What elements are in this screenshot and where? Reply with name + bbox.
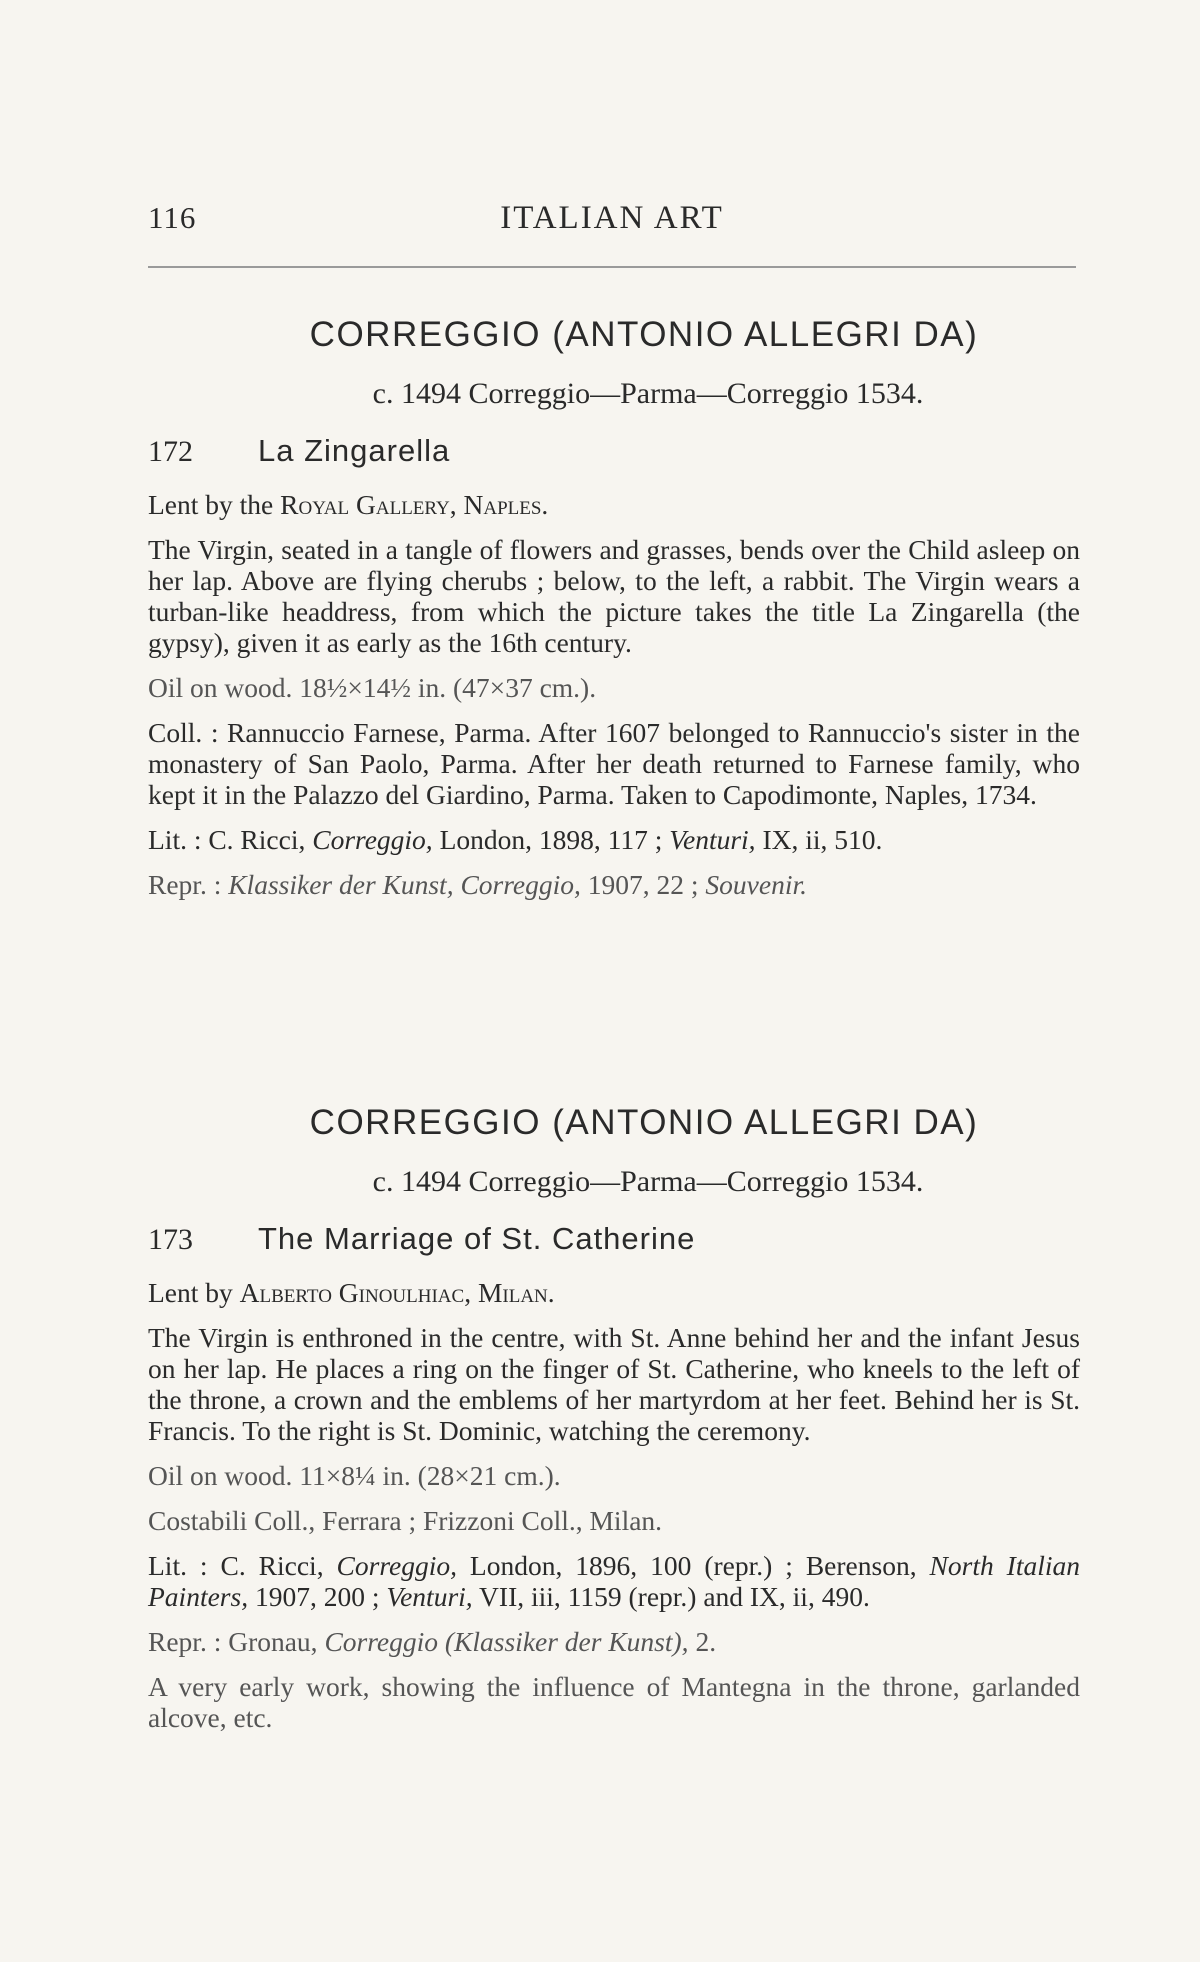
description: The Virgin, seated in a tangle of flowers and grasses, bends over the Child asleep on her lap. Above are flying cherubs ; below, to the left, a rabbit. The Virgin wears a turban-like headdress, from which the picture takes the title La Zingarella (the gypsy), given it as early as the 16th century. bbox=[148, 534, 1080, 658]
collection-history: Costabili Coll., Ferrara ; Frizzoni Coll., Milan. bbox=[148, 1505, 663, 1536]
lender-line: Lent by the Royal Gallery, Naples. bbox=[148, 489, 549, 520]
catalogue-entry-172 bbox=[148, 315, 1080, 914]
reproductions: Repr. : Gronau, Correggio (Klassiker der Kunst), 2. bbox=[148, 1626, 717, 1657]
catalogue-number: 172 bbox=[148, 435, 193, 468]
catalogue-number: 173 bbox=[148, 1223, 193, 1256]
medium-dimensions: Oil on wood. 18½×14½ in. (47×37 cm.). bbox=[148, 672, 597, 703]
work-title: The Marriage of St. Catherine bbox=[258, 1221, 696, 1256]
artist-dates: c. 1494 Correggio—Parma—Correggio 1534. bbox=[372, 1165, 924, 1198]
lender-name: Royal Gallery, Naples. bbox=[280, 489, 549, 520]
lender-line: Lent by Alberto Ginoulhiac, Milan. bbox=[148, 1277, 555, 1308]
medium-dimensions: Oil on wood. 11×8¼ in. (28×21 cm.). bbox=[148, 1460, 561, 1491]
literature: Lit. : C. Ricci, Correggio, London, 1896, 100 (repr.) ; Berenson, North Italian Painters, 1907, 200 ; Venturi, VII, iii, 1159 (repr.) and IX, ii, 490. bbox=[148, 1550, 1080, 1612]
collection-history: Coll. : Rannuccio Farnese, Parma. After 1607 belonged to Rannuccio's sister in the monastery of San Paolo, Parma. After her death returned to Farnese family, who kept it in the Palazzo del Giardino, Parma. Taken to Capodimonte, Naples, 1734. bbox=[148, 717, 1080, 810]
artist-heading: CORREGGIO (ANTONIO ALLEGRI DA) bbox=[309, 1103, 979, 1142]
work-title-line bbox=[148, 1221, 1080, 1257]
running-head bbox=[148, 200, 1076, 256]
literature: Lit. : C. Ricci, Correggio, London, 1898, 117 ; Venturi, IX, ii, 510. bbox=[148, 824, 883, 855]
lender-name: Alberto Ginoulhiac, Milan. bbox=[239, 1277, 555, 1308]
header-rule bbox=[148, 266, 1076, 268]
artist-dates: c. 1494 Correggio—Parma—Correggio 1534. bbox=[372, 377, 924, 410]
work-title-line bbox=[148, 433, 1080, 469]
description: The Virgin is enthroned in the centre, with St. Anne behind her and the infant Jesus on her lap. He places a ring on the finger of St. Catherine, who kneels to the left of the throne, a crown and the emblems of her martyrdom at her feet. Behind her is St. Francis. To the right is St. Dominic, watching the ceremony. bbox=[148, 1322, 1080, 1446]
artist-heading: CORREGGIO (ANTONIO ALLEGRI DA) bbox=[309, 315, 979, 354]
work-title: La Zingarella bbox=[258, 433, 451, 468]
curatorial-note: A very early work, showing the influence of Mantegna in the throne, garlanded alcove, etc. bbox=[148, 1671, 1080, 1733]
reproductions: Repr. : Klassiker der Kunst, Correggio, 1907, 22 ; Souvenir. bbox=[148, 869, 808, 900]
running-title: ITALIAN ART bbox=[500, 200, 724, 236]
page-number: 116 bbox=[148, 200, 197, 235]
catalogue-entry-173 bbox=[148, 1103, 1080, 1747]
